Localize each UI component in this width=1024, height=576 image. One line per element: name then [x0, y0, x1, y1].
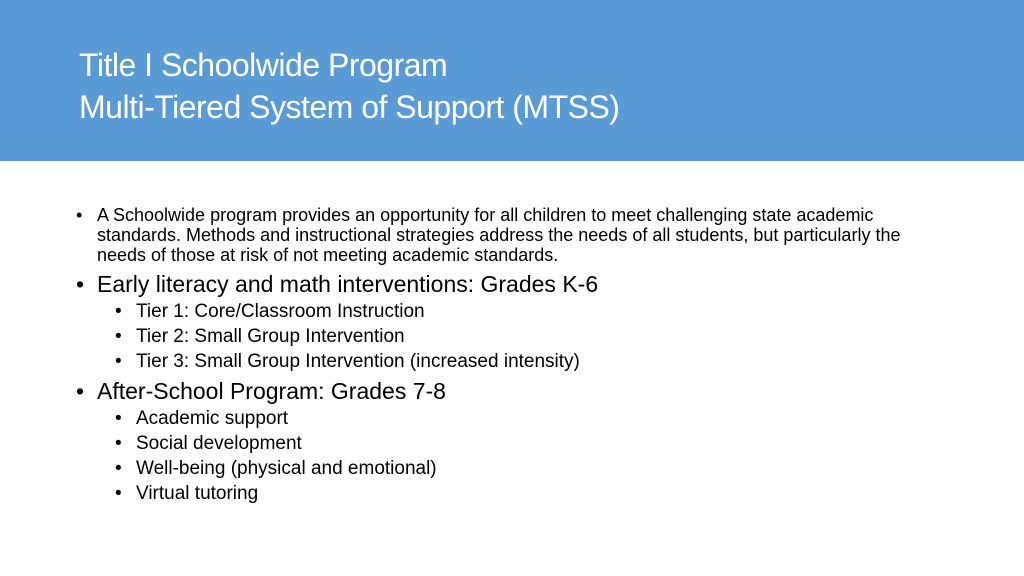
bullet-list: [74, 205, 954, 506]
after-school-sublist: [74, 406, 954, 506]
interventions-sublist: [74, 299, 954, 374]
intro-bullet: • A Schoolwide program provides an opportunity for all children to meet challenging state academic standards. Methods and instructional strategies address the needs of all students, but particularly the needs of those at risk of not meeting academic standards.: [74, 205, 954, 265]
title-line-2: Multi-Tiered System of Support (MTSS): [79, 89, 620, 125]
list-item: • Tier 1: Core/Classroom Instruction: [74, 299, 954, 324]
list-item: • Tier 3: Small Group Intervention (increased intensity): [74, 349, 954, 374]
list-item: • Virtual tutoring: [74, 481, 954, 506]
slide-body: [74, 205, 954, 507]
section-heading-after-school: • After-School Program: Grades 7-8: [74, 376, 954, 406]
list-item: • Well-being (physical and emotional): [74, 456, 954, 481]
list-item: • Academic support: [74, 406, 954, 431]
list-item: • Tier 2: Small Group Intervention: [74, 324, 954, 349]
section-heading-interventions: • Early literacy and math interventions: Grades K-6: [74, 269, 954, 299]
slide-title: [79, 44, 619, 128]
title-line-1: Title I Schoolwide Program: [79, 47, 448, 83]
list-item: • Social development: [74, 431, 954, 456]
title-banner: [0, 0, 1024, 161]
